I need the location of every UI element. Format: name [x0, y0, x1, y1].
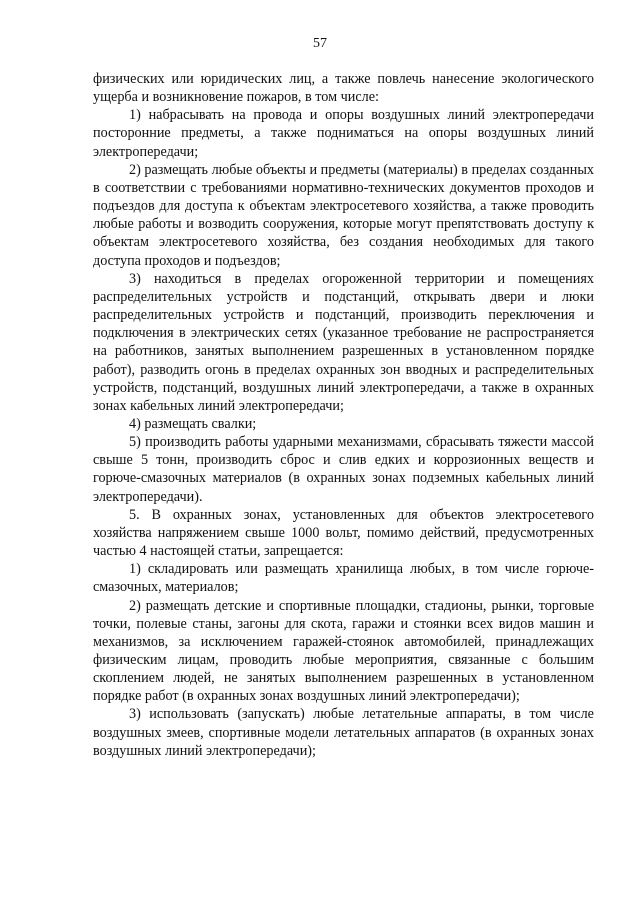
paragraph-item-4-5: 5) производить работы ударными механизмами, сбрасывать тяжести массой свыше 5 тонн, производить сброс и слив едких и коррозионных веществ и горюче-смазочных материалов (в охранных зонах подземных кабельных линий электропередачи).	[93, 434, 594, 505]
paragraph-item-5-1: 1) складировать или размещать хранилища любых, в том числе горюче-смазочных, материалов;	[93, 561, 594, 596]
paragraph-item-4-2: 2) размещать любые объекты и предметы (материалы) в пределах созданных в соответствии с требованиями нормативно-технических документов проходов и подъездов для доступа к объектам электросетевого хозяйства, а также проводить любые работы и возводить сооружения, которые могут препятствовать доступу к объектам электросетевого хозяйства, без создания необходимых для такого доступа проходов и подъездов;	[93, 161, 594, 269]
document-body	[93, 70, 594, 760]
paragraph-continuation: физических или юридических лиц, а также повлечь нанесение экологического ущерба и возникновение пожаров, в том числе:	[93, 71, 594, 106]
paragraph-item-4-4: 4) размещать свалки;	[129, 415, 257, 432]
page-number: 57	[313, 36, 327, 51]
paragraph-item-4-1: 1) набрасывать на провода и опоры воздушных линий электропередачи посторонние предметы, а также подниматься на опоры воздушных линий электропередачи;	[93, 107, 594, 160]
paragraph-part-5: 5. В охранных зонах, установленных для объектов электросетевого хозяйства напряжением свыше 1000 вольт, помимо действий, предусмотренных частью 4 настоящей статьи, запрещается:	[93, 506, 594, 560]
paragraph-item-5-2: 2) размещать детские и спортивные площадки, стадионы, рынки, торговые точки, полевые станы, загоны для скота, гаражи и стоянки всех видов машин и механизмов, за исключением гаражей-стоянок автомобилей, принадлежащих физическим лицам, проводить любые мероприятия, связанные с большим скоплением людей, не занятых выполнением разрешенных в установленном порядке работ (в охранных зонах воздушных линий электропередачи);	[93, 597, 594, 705]
paragraph-item-4-3: 3) находиться в пределах огороженной территории и помещениях распределительных устройств и подстанций, открывать двери и люки распределительных устройств и подстанций, производить переключения и подключения в электрических сетях (указанное требование не распространяется на работников, занятых выполнением разрешенных в установленном порядке работ), разводить огонь в пределах охранных зон вводных и распределительных устройств, подстанций, воздушных линий электропередачи, а также в охранных зонах кабельных линий электропередачи;	[93, 270, 594, 414]
paragraph-item-5-3: 3) использовать (запускать) любые летательные аппараты, в том числе воздушных змеев, спортивные модели летательных аппаратов (в охранных зонах воздушных линий электропередачи);	[93, 706, 594, 759]
